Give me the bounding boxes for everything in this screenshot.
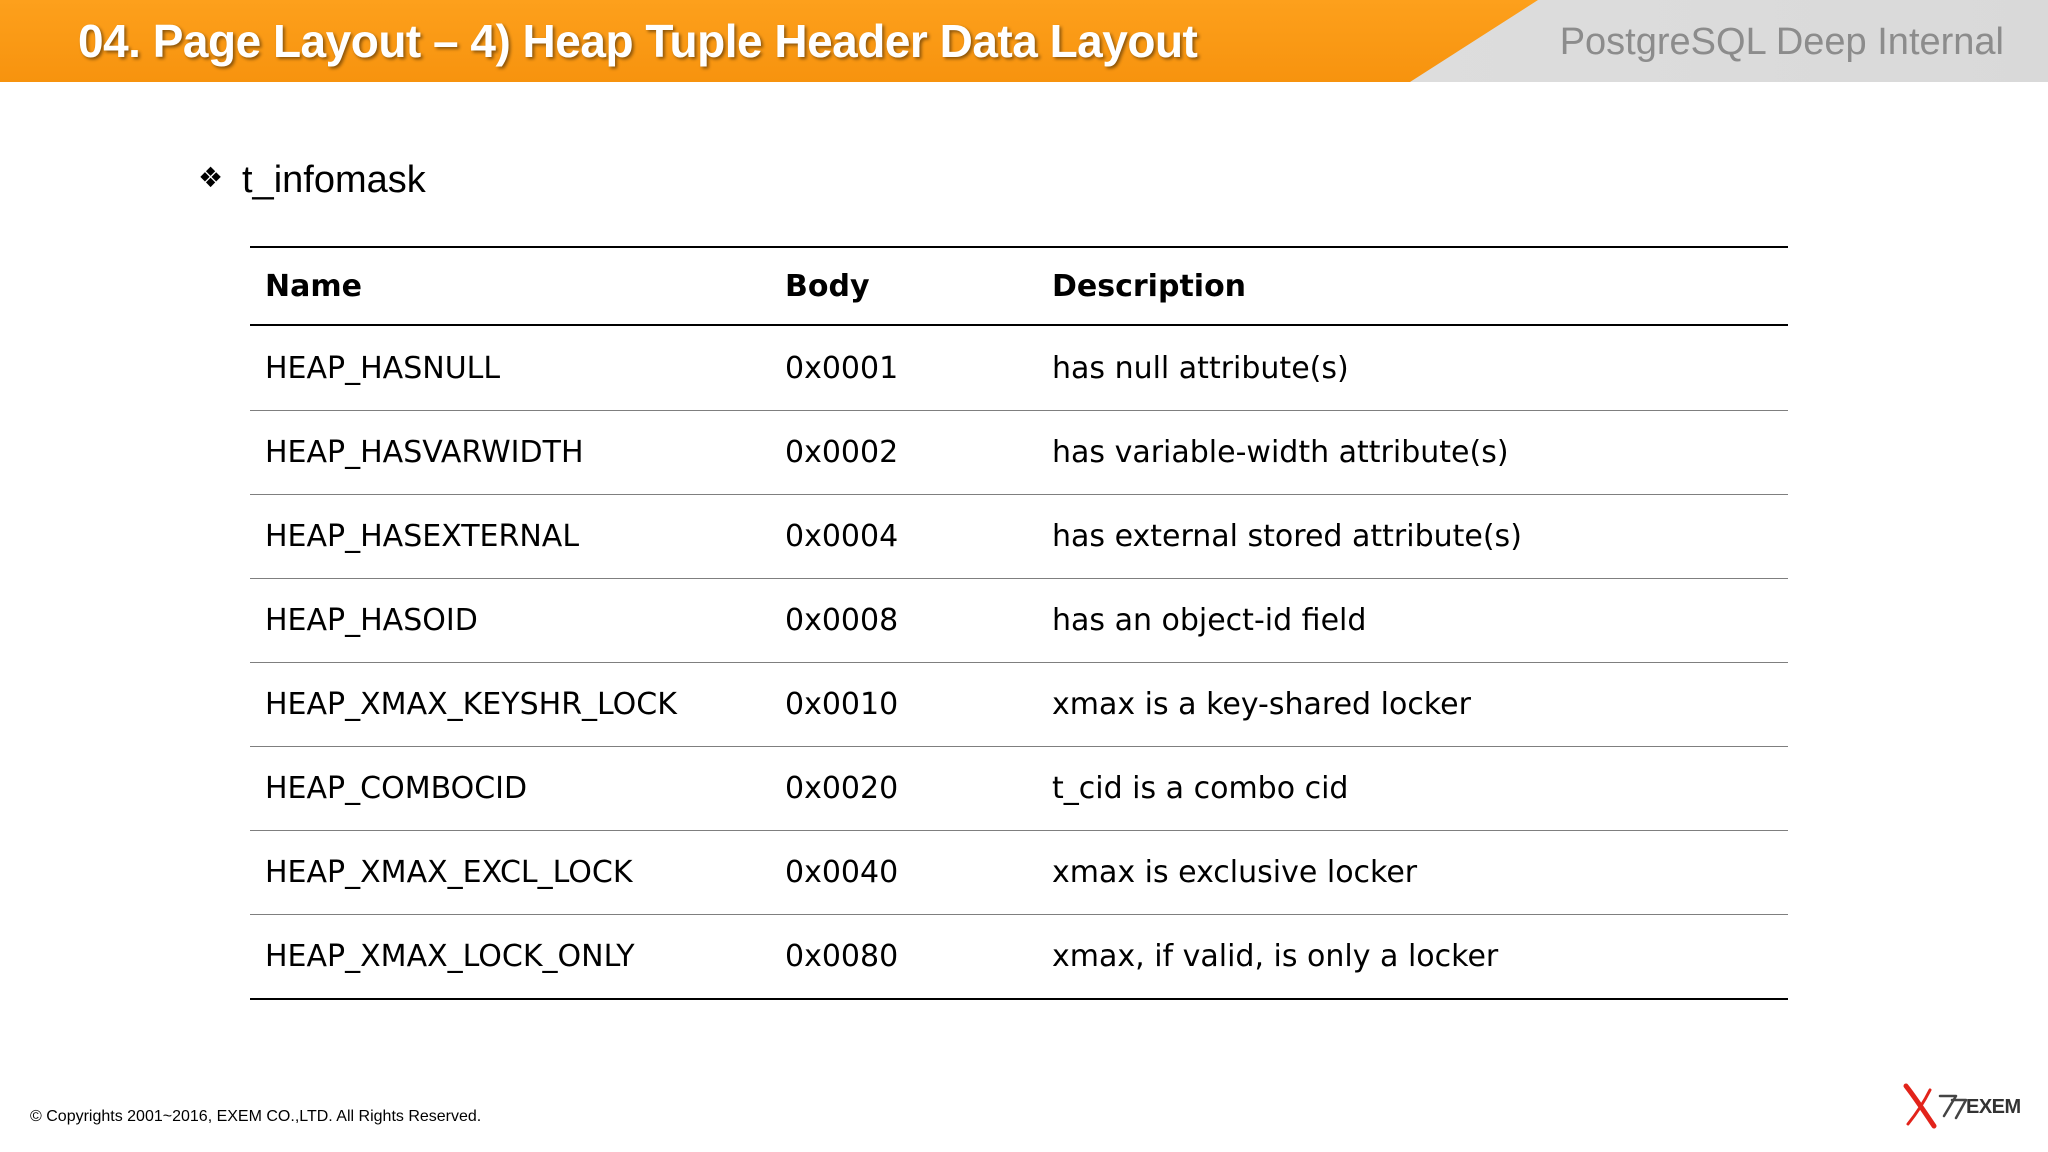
header-banner — [0, 0, 2048, 82]
cell-name: HEAP_HASVARWIDTH — [265, 435, 584, 470]
cell-body: 0x0004 — [785, 519, 899, 554]
table-row — [250, 830, 1788, 914]
cell-body: 0x0020 — [785, 771, 899, 806]
cell-description: xmax, if valid, is only a locker — [1052, 939, 1499, 974]
exem-logo-text: EXEM — [1966, 1096, 2021, 1118]
cell-description: has null attribute(s) — [1052, 350, 1349, 386]
cell-name: HEAP_HASOID — [265, 603, 478, 638]
cell-name: HEAP_HASEXTERNAL — [265, 519, 580, 554]
table-row — [250, 914, 1788, 998]
table-row — [250, 578, 1788, 662]
section-heading-text: t_infomask — [242, 159, 426, 201]
column-header-body: Body — [785, 268, 870, 304]
infomask-table — [250, 246, 1788, 1000]
cell-name: HEAP_HASNULL — [265, 350, 501, 386]
cell-body: 0x0002 — [785, 435, 899, 470]
table-row — [250, 410, 1788, 494]
diamond-bullet-icon: ❖ — [198, 162, 224, 193]
slide-title: 04. Page Layout – 4) Heap Tuple Header Data Layout — [78, 15, 1198, 67]
cell-description: has variable-width attribute(s) — [1052, 435, 1509, 470]
cell-body: 0x0010 — [785, 687, 899, 722]
copyright-notice: © Copyrights 2001~2016, EXEM CO.,LTD. All Rights Reserved. — [30, 1108, 482, 1125]
table-row — [250, 662, 1788, 746]
cell-body: 0x0080 — [785, 939, 899, 974]
column-header-description: Description — [1052, 268, 1247, 304]
cell-description: xmax is a key-shared locker — [1052, 687, 1471, 722]
table-row — [250, 326, 1788, 410]
table-row — [250, 494, 1788, 578]
cell-description: xmax is exclusive locker — [1052, 855, 1418, 890]
cell-name: HEAP_XMAX_KEYSHR_LOCK — [265, 687, 677, 722]
cell-name: HEAP_XMAX_LOCK_ONLY — [265, 939, 635, 974]
slide-subtitle: PostgreSQL Deep Internal — [1559, 21, 2004, 63]
section-heading — [198, 152, 426, 208]
cell-body: 0x0040 — [785, 855, 899, 890]
cell-body: 0x0008 — [785, 603, 899, 638]
cell-name: HEAP_COMBOCID — [265, 771, 528, 806]
cell-description: has external stored attribute(s) — [1052, 519, 1522, 554]
cell-name: HEAP_XMAX_EXCL_LOCK — [265, 855, 633, 890]
column-header-name: Name — [265, 268, 362, 304]
table-header-row — [250, 248, 1788, 326]
table-row — [250, 746, 1788, 830]
cell-description: t_cid is a combo cid — [1052, 771, 1349, 806]
exem-logo-mark-icon — [1900, 1082, 1970, 1132]
cell-body: 0x0001 — [785, 350, 899, 386]
exem-logo — [1900, 1082, 2020, 1132]
cell-description: has an object-id field — [1052, 603, 1367, 638]
